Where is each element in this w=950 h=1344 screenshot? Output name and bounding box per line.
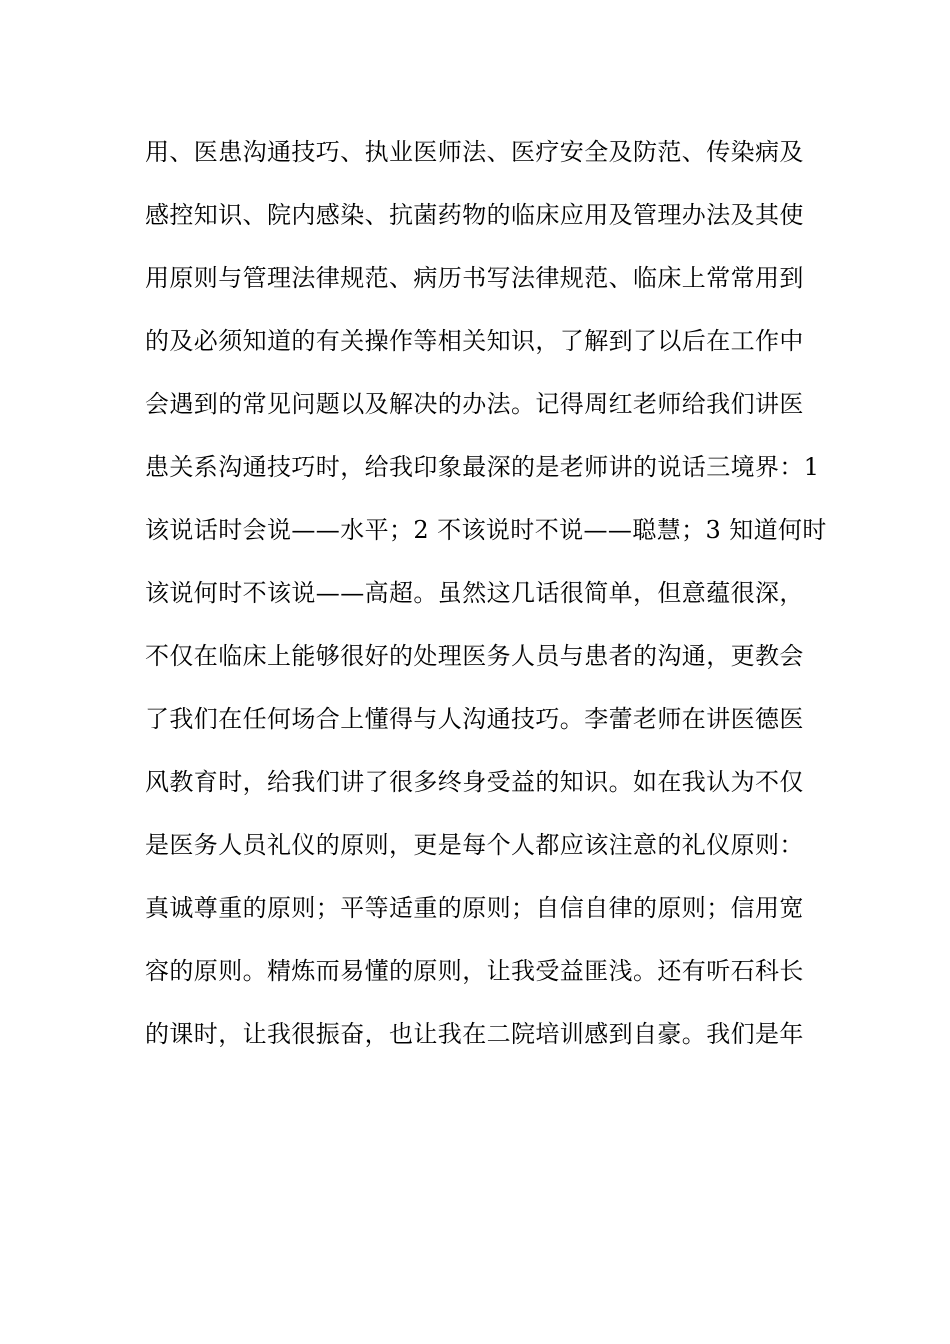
text-line-3: 用原则与管理法律规范、病历书写法律规范、临床上常常用到 <box>145 264 804 292</box>
body-text <box>145 129 827 1074</box>
text-line-6: 患关系沟通技巧时，给我印象最深的是老师讲的说话三境界：1 <box>145 453 820 481</box>
text-line-11: 风教育时，给我们讲了很多终身受益的知识。如在我认为不仅 <box>145 768 804 796</box>
text-line-8: 该说何时不该说——高超。虽然这几话很简单，但意蕴很深， <box>145 579 804 607</box>
text-line-7: 该说话时会说——水平；2 不该说时不说——聪慧；3 知道何时 <box>145 516 827 544</box>
text-line-12: 是医务人员礼仪的原则，更是每个人都应该注意的礼仪原则： <box>145 831 804 859</box>
text-line-14: 容的原则。精炼而易懂的原则，让我受益匪浅。还有听石科长 <box>145 957 804 985</box>
text-line-4: 的及必须知道的有关操作等相关知识，了解到了以后在工作中 <box>145 327 804 355</box>
text-line-2: 感控知识、院内感染、抗菌药物的临床应用及管理办法及其使 <box>145 201 804 229</box>
text-line-1: 用、医患沟通技巧、执业医师法、医疗安全及防范、传染病及 <box>145 138 804 166</box>
text-line-5: 会遇到的常见问题以及解决的办法。记得周红老师给我们讲医 <box>145 390 804 418</box>
text-line-10: 了我们在任何场合上懂得与人沟通技巧。李蕾老师在讲医德医 <box>145 705 804 733</box>
text-line-15: 的课时，让我很振奋，也让我在二院培训感到自豪。我们是年 <box>145 1020 804 1048</box>
text-line-9: 不仅在临床上能够很好的处理医务人员与患者的沟通，更教会 <box>145 642 804 670</box>
text-line-13: 真诚尊重的原则；平等适重的原则；自信自律的原则；信用宽 <box>145 894 804 922</box>
